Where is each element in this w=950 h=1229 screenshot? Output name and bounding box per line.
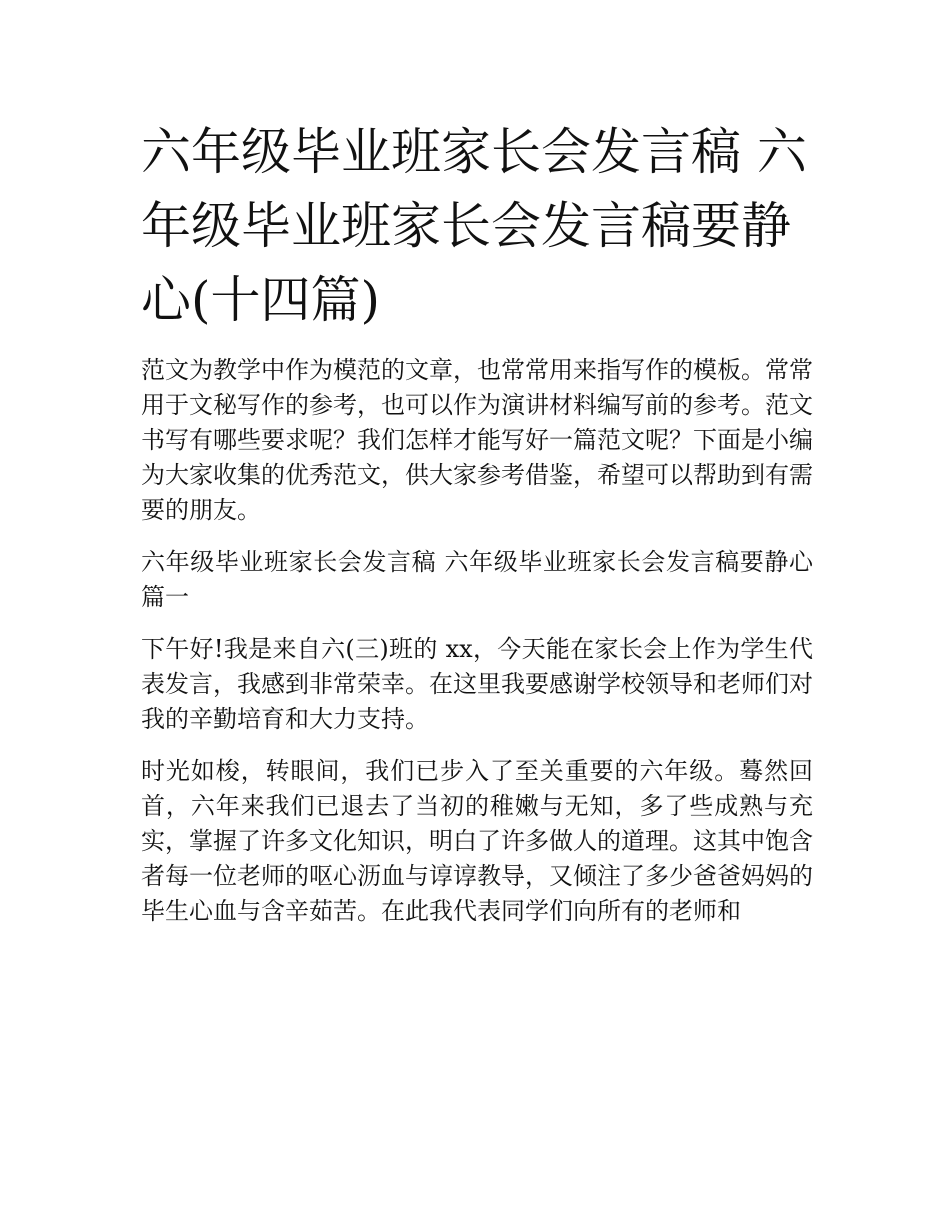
- body-paragraph: 时光如梭，转眼间，我们已步入了至关重要的六年级。蓦然回首，六年来我们已退去了当初的稚嫩与无知，多了些成熟与充实，掌握了许多文化知识，明白了许多做人的道理。这其中饱含者每一位老师的呕心沥血与谆谆教导，又倾注了多少爸爸妈妈的毕生心血与含辛茹苦。在此我代表同学们向所有的老师和: [141, 757, 813, 925]
- intro-paragraph: 范文为教学中作为模范的文章，也常常用来指写作的模板。常常用于文秘写作的参考，也可以作为演讲材料编写前的参考。范文书写有哪些要求呢？我们怎样才能写好一篇范文呢？下面是小编为大家收集的优秀范文，供大家参考借鉴，希望可以帮助到有需要的朋友。: [141, 356, 813, 524]
- body-paragraph: 下午好!我是来自六(三)班的 xx，今天能在家长会上作为学生代表发言，我感到非常荣幸。在这里我要感谢学校领导和老师们对我的辛勤培育和大力支持。: [141, 635, 813, 733]
- document-page: [141, 115, 813, 929]
- document-body: [141, 353, 813, 929]
- document-title: 六年级毕业班家长会发言稿 六年级毕业班家长会发言稿要静心(十四篇): [141, 123, 807, 329]
- section-heading: 六年级毕业班家长会发言稿 六年级毕业班家长会发言稿要静心篇一: [141, 548, 813, 611]
